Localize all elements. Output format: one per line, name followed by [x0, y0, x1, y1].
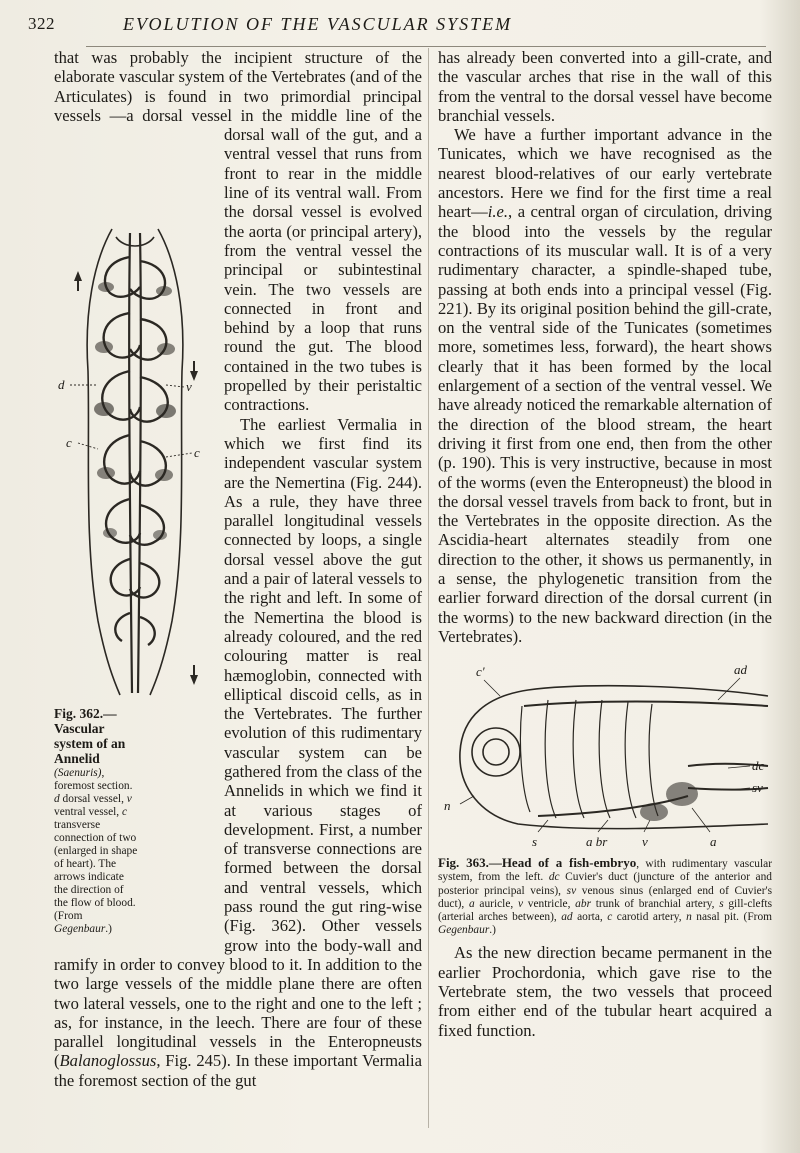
caption-text: transverse connection of two (enlarged in shape of heart). The arrows indicate the direction of the flow of blood. (From	[54, 819, 138, 923]
caption-text: aorta,	[572, 911, 608, 924]
figure-363	[438, 656, 772, 937]
hatched-heart-bodies	[94, 282, 176, 540]
running-head: EVOLUTION OF THE VASCULAR SYSTEM	[123, 14, 513, 34]
left-para-1-intro: that was probably the incipient structure of the elaborate vascular system of the Vertebrates (and of the Articulates) is found in two primordial principal vessels —a dorsal vessel in the middle line of the	[54, 48, 422, 125]
label-abr: a br	[586, 834, 608, 850]
caption-text: venous sinus (enlarged end of Cuvier's duct),	[438, 884, 773, 910]
dorsal-and-ventral-vessels	[129, 233, 141, 693]
caption-text: .)	[489, 924, 496, 937]
caption-label: abr	[575, 897, 591, 910]
label-dc: dc	[752, 758, 765, 774]
label-v: v	[186, 379, 192, 395]
label-sv: sv	[752, 780, 763, 796]
left-para-1-body: dorsal wall of the gut, and a ventral vessel that runs from front to rear in the middle line of its ventral wall. From the dorsal vessel is evolved the aorta (or principal artery), from the ventral vessel the principal or subintestinal vein. The two vessels are connected in front and behind by a loop that runs round the gut. The blood contained in the two tubes is propelled by their peristaltic contractions.	[224, 125, 422, 415]
left-para-2-end: , Fig. 245). In these important Vermalia the foremost section of the gut	[54, 1051, 422, 1090]
caption-label: sv	[566, 884, 577, 897]
right-para-2-text: We have a further important advance in the Tunicates, which we have recognised as the nearest blood-relatives of our early vertebrate ancestors. Here we find for the first time a real heart—	[438, 125, 772, 222]
annelid-body-outline	[87, 229, 183, 695]
caption-text: Cuvier's duct (juncture of the anterior and posterior principal veins),	[438, 871, 772, 897]
page-header	[28, 12, 788, 42]
caption-text: ventral vessel,	[54, 806, 120, 819]
label-a: a	[710, 834, 717, 850]
label-c-left: c	[66, 435, 72, 451]
transverse-loops	[102, 257, 167, 645]
caption-author: Gegenbaur	[54, 923, 106, 936]
label-d: d	[58, 377, 65, 393]
caption-label: d	[54, 793, 60, 806]
figure-363-caption	[438, 856, 772, 937]
caption-label: s	[719, 897, 724, 910]
caption-label: c	[607, 911, 613, 924]
left-para-2-text: The earliest Vermalia in which we first find its independent vascular system are the Nemertina (Fig. 244). As a rule, they have three parallel longitudinal vessels connected by loops, a single dorsal vessel above the gut and a pair of lateral vessels to the right and left. In some of the Nemertina the blood is already coloured, and the red colouring matter is real hæmoglobin, connected with elliptical discoid cells, as in the Vertebrates. The further evolution of this rudimentary vascular system can be gathered from the class of the Annelids in which we find it at various stages of development. First, a number of transverse connections are formed between the dorsal and ventral vessels, which pass round the gut ring-wise (Fig. 362). Other vessels grow into the body-wall and ramify in order to convey blood to it. In addition to the two large vessels of the middle plane there are often two lateral vessels, one to the right and one to the left ; as, for instance, in the leech. There are four of these parallel longitudinal vessels in the Enteropneusts (	[54, 414, 422, 1071]
figure-362-caption	[54, 707, 140, 936]
label-c-right: c	[194, 445, 200, 461]
header-rule	[86, 46, 766, 47]
aorta-and-veins	[524, 702, 768, 817]
caption-label: dc	[548, 871, 560, 884]
caption-text: ventricle,	[523, 897, 576, 910]
page-number: 322	[28, 14, 55, 33]
label-ad: ad	[734, 662, 747, 678]
caption-label: c	[122, 806, 128, 819]
caption-text: nasal pit. (From	[691, 911, 773, 924]
left-column	[54, 48, 422, 1138]
caption-text: auricle,	[474, 897, 518, 910]
caption-label: ad	[561, 911, 573, 924]
genus-name: Balanoglossus	[59, 1051, 157, 1071]
right-para-2	[438, 125, 772, 646]
caption-title: Fig. 362.—Vascular system of an Annelid	[54, 706, 126, 767]
label-s: s	[532, 834, 538, 850]
caption-text: trunk of branchial artery,	[591, 897, 720, 910]
caption-text: .)	[105, 923, 112, 936]
caption-title: Fig. 363.—Head of a fish-embryo	[438, 855, 637, 871]
right-para-1: has already been converted into a gill-crate, and the vascular arches that rise in the wall of this from the ventral to the dorsal vessel have become branchial vessels.	[438, 48, 772, 125]
gill-arches	[520, 700, 658, 818]
caption-label: v	[126, 793, 132, 806]
caption-author: Gegenbaur	[438, 924, 490, 937]
caption-text: carotid artery,	[612, 911, 687, 924]
fish-embryo-illustration	[438, 656, 772, 856]
caption-label: n	[686, 911, 692, 924]
label-v: v	[642, 834, 648, 850]
figure-362	[54, 221, 216, 941]
right-para-3: As the new direction became permanent in the earlier Prochordonia, which gave rise to the Vertebrate stem, the two vessels that proceed from either end of the tubular heart acquired a fixed function.	[438, 943, 772, 1040]
column-divider	[428, 48, 429, 1128]
annelid-vascular-illustration	[54, 221, 216, 701]
embryo-head-outline	[460, 686, 768, 829]
caption-text: , foremost section.	[54, 767, 133, 793]
caption-text: gill-clefts (arterial arches between),	[438, 897, 772, 924]
right-para-2-ie: i.e.	[487, 202, 509, 222]
caption-text: dorsal vessel,	[59, 793, 124, 806]
right-column	[438, 48, 772, 1138]
caption-label: a	[468, 897, 475, 910]
right-para-2-rest: , a central organ of circulation, driving the blood into the vessels by the regular contractions of its muscular wall. It is of a very rudimentary character, a spindle-shaped tube, passing at both ends into a principal vessel (Fig. 221). By its original position behind the gill-crate, on the ventral side of the Tunicates (sometimes more, sometimes less, forward), the heart shows clearly that it has been formed by the local enlargement of a section of the ventral vessel. We have already noticed the remarkable alternation of the direction of the blood stream, the heart driving it first from one end, then from the other (p. 190). This is very instructive, because in most of the worms (even the Enteropneust) the blood in the dorsal vessel travels from back to front, but in the Vertebrates in the opposite direction. As the Ascidia-heart alternates steadily from one direction to the other, it shows us permanently, in a sense, the phylogenetic transition from the earlier forward direction of the dorsal current (in the worms) to the new backward direction (in the Vertebrates).	[438, 202, 772, 646]
label-c-prime: c'	[476, 664, 485, 680]
label-n: n	[444, 798, 451, 814]
caption-text: , with rudimentary vascular system, from the left.	[438, 858, 772, 884]
caption-genus: (Saenuris)	[54, 767, 102, 780]
caption-label: v	[517, 897, 524, 910]
